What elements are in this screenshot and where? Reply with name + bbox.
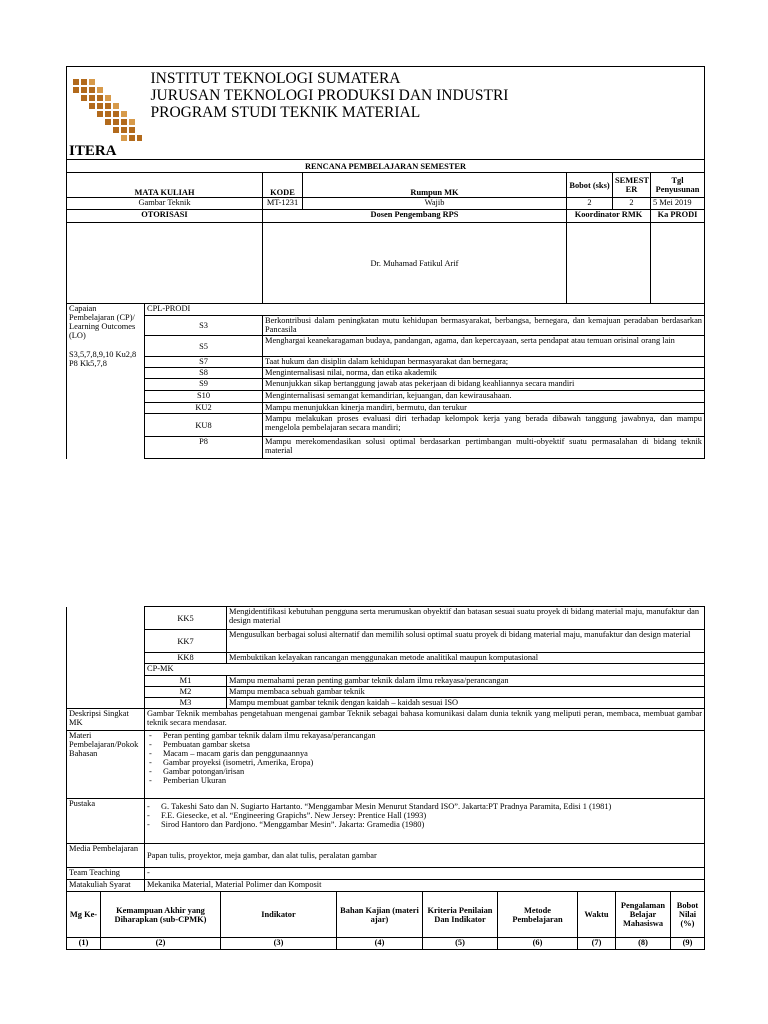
cpl-text: Berkontribusi dalam peningkatan mutu kehidupan bermasyarakat, berbangsa, bernegara, dan kemajuan peradaban berdasarkan Pancasila xyxy=(263,316,705,336)
cpmk-label: CP-MK xyxy=(145,664,705,676)
schedule-col-header: Mg Ke- xyxy=(67,892,101,938)
kk-text: Mengusulkan berbagai solusi alternatif dan memilih solusi optimal suatu proyek di bidang material maju, manufaktur dan design material xyxy=(227,630,705,653)
schedule-col-number: (8) xyxy=(616,938,671,950)
cpl-code: S7 xyxy=(145,357,263,368)
dosen-name: Dr. Muhamad Fatikul Arif xyxy=(263,223,567,304)
department-name: JURUSAN TEKNOLOGI PRODUKSI DAN INDUSTRI xyxy=(150,87,509,104)
deskripsi-text: Gambar Teknik membahas pengetahuan mengenai gambar Teknik sebagai bahasa komunikasi dalam dunia teknik yang meliputi peran, membaca, membuat gambar teknik secara mendasar. xyxy=(145,709,705,731)
itera-logo-text: ITERA xyxy=(69,143,117,157)
cpl-text: Menghargai keanekaragaman budaya, pandangan, agama, dan kepercayaan, serta pendapat atau temuan orisinal orang lain xyxy=(263,336,705,357)
media-text: Papan tulis, proyektor, meja gambar, dan alat tulis, peralatan gambar xyxy=(145,844,705,868)
col-semester: SEMEST ER xyxy=(613,173,651,198)
schedule-col-number: (4) xyxy=(337,938,423,950)
koordinator-signature xyxy=(567,223,651,304)
materi-item: - Gambar proyeksi (isometri, Amerika, Eropa) xyxy=(163,758,702,767)
kk-code: KK7 xyxy=(145,630,227,653)
pustaka-list-cell xyxy=(145,799,705,844)
pustaka-label: Pustaka xyxy=(67,799,145,844)
kk-text: Membuktikan kelayakan rancangan menggunakan metode analitikal maupun komputasional xyxy=(227,653,705,664)
cpl-text: Taat hukum dan disiplin dalam kehidupan bermasyarakat dan bernegara; xyxy=(263,357,705,368)
rps-title: RENCANA PEMBELAJARAN SEMESTER xyxy=(67,160,705,173)
schedule-col-header: Kriteria Penilaian Dan Indikator xyxy=(423,892,498,938)
cpl-text: Mampu merekomendasikan solusi optimal berdasarkan pertimbangan multi-obyektif suatu permasalahan di bidang teknik material xyxy=(263,437,705,459)
itera-logo-icon xyxy=(67,67,145,157)
kk-code: KK5 xyxy=(145,607,227,630)
materi-item: - Pemberian Ukuran xyxy=(163,776,702,785)
schedule-col-number: (9) xyxy=(671,938,705,950)
schedule-col-number: (5) xyxy=(423,938,498,950)
cpl-text: Menginternalisasi nilai, norma, dan etika akademik xyxy=(263,368,705,379)
schedule-col-header: Bobot Nilai (%) xyxy=(671,892,705,938)
cpl-text: Mampu melakukan proses evaluasi diri terhadap kelompok kerja yang berada dibawah tanggung jawabnya, dan mampu mengelola pembelajaran secara mandiri; xyxy=(263,414,705,437)
team-text: - xyxy=(145,868,705,880)
kk-code: KK8 xyxy=(145,653,227,664)
itera-logo xyxy=(67,67,145,160)
pustaka-list xyxy=(145,802,702,829)
otorisasi-blank xyxy=(67,223,263,304)
rps-body-table xyxy=(66,606,705,892)
team-label: Team Teaching xyxy=(67,868,145,880)
schedule-col-number: (7) xyxy=(578,938,616,950)
dosen-label: Dosen Pengembang RPS xyxy=(263,210,567,223)
koordinator-label: Koordinator RMK xyxy=(567,210,651,223)
rps-page-2 xyxy=(66,606,704,950)
materi-list-cell xyxy=(145,731,705,799)
materi-item: - Pembuatan gambar sketsa xyxy=(163,740,702,749)
cpl-text: Menginternalisasi semangat kemandirian, kejuangan, dan kewirausahaan. xyxy=(263,391,705,403)
capaian-label: Capaian Pembelajaran (CP)/ Learning Outcomes (LO) xyxy=(69,304,136,340)
schedule-col-header: Kemampuan Akhir yang Diharapkan (sub-CPMK) xyxy=(101,892,221,938)
cpmk-code: M2 xyxy=(145,687,227,698)
schedule-col-header: Indikator xyxy=(221,892,337,938)
course-bobot: 2 xyxy=(567,198,613,210)
deskripsi-label: Deskripsi Singkat MK xyxy=(67,709,145,731)
schedule-col-number: (3) xyxy=(221,938,337,950)
cpl-code: S10 xyxy=(145,391,263,403)
col-mata-kuliah: MATA KULIAH xyxy=(67,173,263,198)
schedule-col-header: Waktu xyxy=(578,892,616,938)
institution-name: INSTITUT TEKNOLOGI SUMATERA xyxy=(150,70,401,87)
syarat-label: Matakuliah Syarat xyxy=(67,880,145,892)
cpl-code: P8 xyxy=(145,437,263,459)
course-code: MT-1231 xyxy=(263,198,303,210)
otorisasi-label: OTORISASI xyxy=(67,210,263,223)
materi-item: - Peran penting gambar teknik dalam ilmu rekayasa/perancangan xyxy=(163,731,702,740)
col-bobot: Bobot (sks) xyxy=(567,173,613,198)
cpl-code: KU8 xyxy=(145,414,263,437)
cpl-text: Mampu menunjukkan kinerja mandiri, bermutu, dan terukur xyxy=(263,403,705,414)
col-kode: KODE xyxy=(263,173,303,198)
capaian-continued xyxy=(67,607,145,709)
syarat-text: Mekanika Material, Material Polimer dan Komposit xyxy=(145,880,705,892)
materi-item: - Gambar potongan/irisan xyxy=(163,767,702,776)
materi-item: - Macam – macam garis dan penggunaannya xyxy=(163,749,702,758)
media-label: Media Pembelajaran xyxy=(67,844,145,868)
cpl-code: S8 xyxy=(145,368,263,379)
pustaka-item: - G. Takeshi Sato dan N. Sugiarto Hartanto. “Menggambar Mesin Menurut Standard ISO”. Jakarta:PT Pradnya Paramita, Edisi 1 (1981) xyxy=(161,802,702,811)
cpl-code: KU2 xyxy=(145,403,263,414)
rps-header-table xyxy=(66,66,705,459)
cpmk-text: Mampu membaca sebuah gambar teknik xyxy=(227,687,705,698)
col-tgl: Tgl Penyusunan xyxy=(651,173,705,198)
materi-list xyxy=(147,731,702,785)
schedule-col-number: (2) xyxy=(101,938,221,950)
program-name: PROGRAM STUDI TEKNIK MATERIAL xyxy=(150,104,421,121)
schedule-col-header: Pengalaman Belajar Mahasiswa xyxy=(616,892,671,938)
cpmk-code: M1 xyxy=(145,676,227,687)
rps-page-1 xyxy=(66,66,704,459)
course-rumpun: Wajib xyxy=(303,198,567,210)
cpmk-text: Mampu memahami peran penting gambar teknik dalam ilmu rekayasa/perancangan xyxy=(227,676,705,687)
cpl-prodi-label: CPL-PRODI xyxy=(145,304,705,316)
course-semester: 2 xyxy=(613,198,651,210)
kk-text: Mengidentifikasi kebutuhan pengguna serta merumuskan obyektif dan batasan sesuai suatu proyek di bidang material maju, manufaktur dan design material xyxy=(227,607,705,630)
schedule-col-number: (1) xyxy=(67,938,101,950)
capaian-label-cell xyxy=(67,304,145,459)
schedule-table xyxy=(66,891,705,950)
pustaka-item: - F.E. Giesecke, et al. “Engineering Grapichs”. New Jersey: Prentice Hall (1993) xyxy=(161,811,702,820)
institution-header xyxy=(145,67,705,160)
schedule-col-number: (6) xyxy=(498,938,578,950)
cpl-text: Menunjukkan sikap bertanggung jawab atas pekerjaan di bidang keahliannya secara mandiri xyxy=(263,379,705,391)
course-date: 5 Mei 2019 xyxy=(651,198,705,210)
pustaka-item: - Sirod Hantoro dan Pardjono. “Menggambar Mesin”. Jakarta: Gramedia (1980) xyxy=(161,820,702,829)
schedule-col-header: Metode Pembelajaran xyxy=(498,892,578,938)
schedule-col-header: Bahan Kajian (materi ajar) xyxy=(337,892,423,938)
course-name: Gambar Teknik xyxy=(67,198,263,210)
col-rumpun: Rumpun MK xyxy=(303,173,567,198)
cpmk-code: M3 xyxy=(145,698,227,709)
cpl-code: S3 xyxy=(145,316,263,336)
kaprodi-signature xyxy=(651,223,705,304)
cpl-code: S9 xyxy=(145,379,263,391)
capaian-codes: S3,5,7,8,9,10 Ku2,8 P8 Kk5,7,8 xyxy=(69,350,137,368)
materi-label: Materi Pembelajaran/Pokok Bahasan xyxy=(67,731,145,799)
cpl-code: S5 xyxy=(145,336,263,357)
kaprodi-label: Ka PRODI xyxy=(651,210,705,223)
cpmk-text: Mampu membuat gambar teknik dengan kaidah – kaidah sesuai ISO xyxy=(227,698,705,709)
